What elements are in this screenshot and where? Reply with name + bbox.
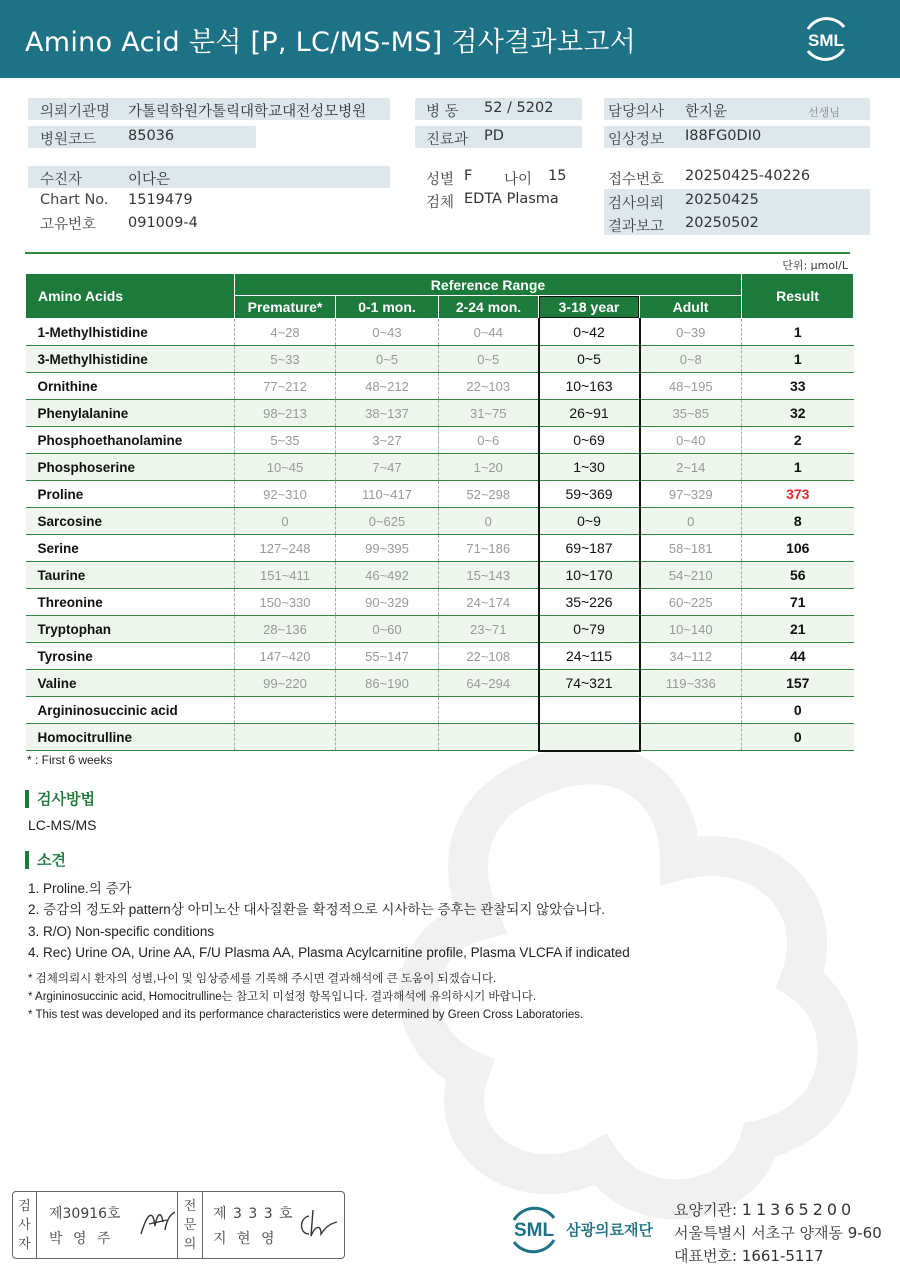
chart-no-value: 1519479 [128,192,193,208]
reference-range-cell: 98~213 [235,400,336,427]
result-value: 33 [742,373,854,400]
request-date-label: 검사의뢰 [608,196,665,212]
reference-range-cell: 23~71 [439,616,539,643]
receipt-no-label: 접수번호 [608,172,665,188]
reference-range-cell: 59~369 [539,481,640,508]
col-header-reference-range: Reference Range [235,274,742,296]
reference-range-cell: 147~420 [235,643,336,670]
result-value: 21 [742,616,854,643]
table-row [26,319,854,346]
reference-range-cell: 151~411 [235,562,336,589]
reference-range-cell: 54~210 [640,562,742,589]
reference-range-cell: 38~137 [336,400,439,427]
amino-acid-name: Taurine [26,562,235,589]
reference-range-cell: 24~174 [439,589,539,616]
amino-acid-name: Phosphoethanolamine [26,427,235,454]
phone-value: 1661-5117 [741,1247,824,1265]
method-text: LC-MS/MS [28,817,97,833]
reference-range-cell: 52~298 [439,481,539,508]
receipt-no-value: 20250425-40226 [685,168,811,184]
patient-value: 이다은 [128,172,171,188]
report-date-label: 결과보고 [608,219,665,235]
reference-range-cell: 0~44 [439,319,539,346]
reference-range-cell: 0 [235,508,336,535]
request-date-value: 20250425 [685,192,759,208]
signature-box [12,1191,345,1259]
reference-range-cell: 31~75 [439,400,539,427]
amino-acid-name: Tyrosine [26,643,235,670]
examiner-signature [137,1204,177,1240]
table-row [26,562,854,589]
unique-no-value: 091009-4 [128,215,198,231]
finding-line: 2. 증감의 정도와 pattern상 아미노산 대사질환을 확정적으로 시사하는 증후는 관찰되지 않았습니다. [28,902,606,918]
examiner-license-no: 제30916호 [49,1206,121,1222]
amino-acid-name: 3-Methylhistidine [26,346,235,373]
age-value: 15 [548,168,567,184]
reference-range-cell: 10~163 [539,373,640,400]
result-value: 0 [742,724,854,751]
col-header-result: Result [742,274,854,319]
reference-range-cell: 60~225 [640,589,742,616]
note-line: * 검체의뢰시 환자의 성별,나이 및 임상증세를 기록해 주시면 결과해석에 큰 도움이 되겠습니다. [28,973,497,985]
specimen-label: 검체 [426,195,455,211]
table-row [26,589,854,616]
amino-acid-name: 1-Methylhistidine [26,319,235,346]
method-heading: 검사방법 [25,790,95,808]
reference-range-cell: 58~181 [640,535,742,562]
reference-range-cell: 0~5 [336,346,439,373]
reference-range-cell: 110~417 [336,481,439,508]
reference-range-cell [336,697,439,724]
reference-range-cell: 10~140 [640,616,742,643]
reference-range-cell: 48~212 [336,373,439,400]
hospital-code-label: 병원코드 [40,132,97,148]
reference-range-cell: 3~27 [336,427,439,454]
sex-label: 성별 [426,172,455,188]
sml-logo-text: SML [808,31,844,50]
result-value: 373 [742,481,854,508]
reference-range-cell: 0~8 [640,346,742,373]
table-row [26,508,854,535]
chart-no-label: Chart No. [40,192,109,208]
result-value: 2 [742,427,854,454]
reference-range-cell [640,724,742,751]
footer-logo-text: SML [513,1220,555,1241]
reference-range-cell: 0~6 [439,427,539,454]
result-value: 8 [742,508,854,535]
col-header-3-18-year: 3-18 year [539,296,640,319]
specialist-license-no: 제 3 3 3 호 [213,1206,294,1222]
result-value: 32 [742,400,854,427]
reference-range-cell: 74~321 [539,670,640,697]
reference-range-cell [336,724,439,751]
examiner-name: 박 영 주 [49,1231,114,1247]
table-row [26,643,854,670]
clinical-info-label: 임상정보 [608,132,665,148]
amino-acid-name: Proline [26,481,235,508]
institution-code-value: 11365200 [741,1200,856,1219]
reference-range-cell: 97~329 [640,481,742,508]
table-row [26,373,854,400]
amino-acid-name: Phenylalanine [26,400,235,427]
reference-range-cell: 77~212 [235,373,336,400]
result-value: 56 [742,562,854,589]
reference-range-cell: 35~85 [640,400,742,427]
col-header-0-1-mon: 0-1 mon. [336,296,439,319]
findings-list [28,878,630,963]
report-date-value: 20250502 [685,215,759,231]
specialist-signature [295,1206,341,1242]
specimen-value: EDTA Plasma [464,191,559,207]
patient-label: 수진자 [40,172,83,188]
department-label: 진료과 [426,132,469,148]
reference-range-cell: 5~35 [235,427,336,454]
reference-range-cell: 0~69 [539,427,640,454]
reference-range-cell: 26~91 [539,400,640,427]
reference-range-cell: 0~5 [539,346,640,373]
reference-range-cell: 64~294 [439,670,539,697]
age-label: 나이 [504,172,533,188]
reference-range-cell: 0~79 [539,616,640,643]
result-value: 157 [742,670,854,697]
note-line: * This test was developed and its performance characteristics were determined by Green Cross Laboratories. [28,1009,584,1021]
footer-address: 서울특별시 서초구 양재동 9-60 [674,1224,882,1242]
amino-acid-name: Sarcosine [26,508,235,535]
reference-range-cell: 0~5 [439,346,539,373]
footer-logo [508,1200,668,1256]
amino-acid-name: Ornithine [26,373,235,400]
unique-no-label: 고유번호 [40,217,97,233]
reference-range-cell: 119~336 [640,670,742,697]
reference-range-cell: 127~248 [235,535,336,562]
reference-range-cell: 92~310 [235,481,336,508]
result-value: 1 [742,346,854,373]
doctor-suffix: 선생님 [808,106,840,119]
reference-range-cell: 2~14 [640,454,742,481]
reference-range-cell: 22~108 [439,643,539,670]
footer-info [674,1198,882,1268]
reference-range-cell: 71~186 [439,535,539,562]
amino-acid-name: Tryptophan [26,616,235,643]
report-title: Amino Acid 분석 [P, LC/MS-MS] 검사결과보고서 [25,27,637,58]
reference-range-cell: 5~33 [235,346,336,373]
reference-range-cell: 4~28 [235,319,336,346]
amino-acid-table-body [26,319,854,751]
institution-code-label: 요양기관: [674,1201,742,1219]
reference-range-cell: 0~625 [336,508,439,535]
table-row [26,535,854,562]
finding-line: 3. R/O) Non-specific conditions [28,923,215,939]
reference-range-cell: 46~492 [336,562,439,589]
amino-acid-name: Threonine [26,589,235,616]
table-row [26,481,854,508]
table-row [26,670,854,697]
reference-range-cell: 35~226 [539,589,640,616]
col-header-premature: Premature* [235,296,336,319]
doctor-value: 한지윤 [685,104,728,120]
table-row [26,616,854,643]
table-row [26,346,854,373]
reference-range-cell: 0~42 [539,319,640,346]
reference-range-cell: 48~195 [640,373,742,400]
reference-range-cell [439,724,539,751]
examiner-vertical-label: 검 사 자 [13,1192,37,1258]
institution-label: 의뢰기관명 [40,104,111,120]
reference-range-cell: 1~20 [439,454,539,481]
reference-range-cell: 90~329 [336,589,439,616]
reference-range-cell: 55~147 [336,643,439,670]
notes-list [28,970,583,1024]
reference-range-cell: 0~39 [640,319,742,346]
reference-range-cell [235,697,336,724]
reference-range-cell: 34~112 [640,643,742,670]
reference-range-cell: 99~220 [235,670,336,697]
phone-label: 대표번호: [674,1247,742,1265]
doctor-label: 담당의사 [608,104,665,120]
patient-info-block [28,98,873,238]
reference-range-cell [640,697,742,724]
reference-range-cell: 28~136 [235,616,336,643]
reference-range-cell: 22~103 [439,373,539,400]
finding-line: 4. Rec) Urine OA, Urine AA, F/U Plasma AA, Plasma Acylcarnitine profile, Plasma VLCFA if indicated [28,944,630,960]
reference-range-cell: 99~395 [336,535,439,562]
table-footnote: * : First 6 weeks [27,753,113,767]
reference-range-cell: 10~170 [539,562,640,589]
amino-acid-name: Homocitrulline [26,724,235,751]
table-row [26,454,854,481]
hospital-code-value: 85036 [128,128,175,144]
reference-range-cell: 10~45 [235,454,336,481]
amino-acid-name: Phosphoserine [26,454,235,481]
reference-range-cell: 24~115 [539,643,640,670]
sex-value: F [464,168,473,184]
col-header-2-24-mon: 2-24 mon. [439,296,539,319]
reference-range-cell: 0 [439,508,539,535]
specialist-vertical-label: 전 문 의 [177,1192,203,1258]
institution-value: 가톨릭학원가톨릭대학교대전성모병원 [128,104,367,120]
amino-acid-name: Serine [26,535,235,562]
unit-label: 단위: μmol/L [782,259,848,272]
reference-range-cell: 69~187 [539,535,640,562]
sml-logo-icon [800,13,852,65]
ward-value: 52 / 5202 [484,100,554,116]
department-value: PD [484,128,504,144]
finding-line: 1. Proline.의 증가 [28,881,132,896]
reference-range-cell: 0~9 [539,508,640,535]
result-value: 44 [742,643,854,670]
result-value: 71 [742,589,854,616]
reference-range-cell: 86~190 [336,670,439,697]
org-name: 삼광의료재단 [566,1221,653,1239]
table-row [26,427,854,454]
reference-range-cell [539,724,640,751]
col-header-adult: Adult [640,296,742,319]
result-value: 1 [742,319,854,346]
reference-range-cell [235,724,336,751]
reference-range-cell [439,697,539,724]
result-value: 0 [742,697,854,724]
reference-range-cell: 0~43 [336,319,439,346]
reference-range-cell: 0 [640,508,742,535]
reference-range-cell [539,697,640,724]
table-row [26,724,854,751]
amino-acid-table [25,273,854,752]
reference-range-cell: 150~330 [235,589,336,616]
reference-range-cell: 15~143 [439,562,539,589]
clinical-info-value: I88FG0DI0 [685,128,762,144]
reference-range-cell: 1~30 [539,454,640,481]
amino-acid-name: Valine [26,670,235,697]
findings-heading: 소견 [25,851,66,869]
table-row [26,697,854,724]
note-line: * Argininosuccinic acid, Homocitrulline는 참고치 미설정 항목입니다. 결과해석에 유의하시기 바랍니다. [28,991,537,1003]
table-row [26,400,854,427]
amino-acid-name: Argininosuccinic acid [26,697,235,724]
reference-range-cell: 0~40 [640,427,742,454]
ward-label: 병 동 [426,104,459,120]
specialist-name: 지 현 영 [213,1231,278,1247]
col-header-amino-acids: Amino Acids [26,274,235,319]
section-divider [25,252,850,254]
reference-range-cell: 0~60 [336,616,439,643]
result-value: 106 [742,535,854,562]
result-value: 1 [742,454,854,481]
report-header [0,0,900,78]
reference-range-cell: 7~47 [336,454,439,481]
